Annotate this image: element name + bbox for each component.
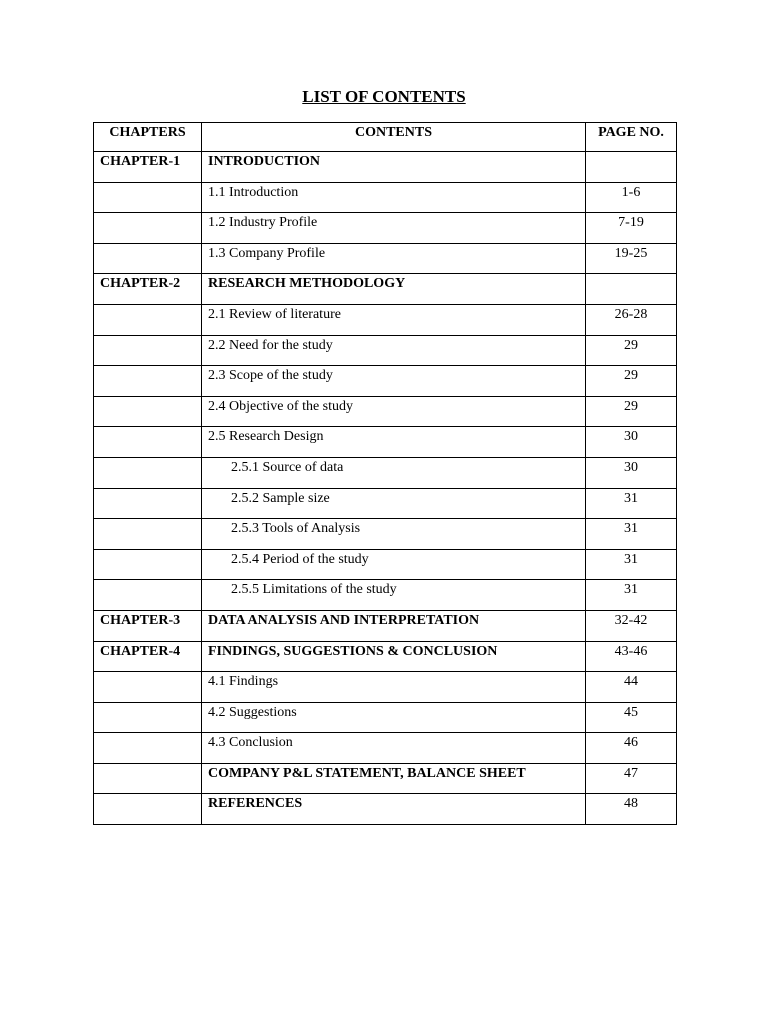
content-cell (202, 243, 586, 274)
chapter-label (100, 672, 195, 673)
content-cell (202, 580, 586, 611)
content-cell (202, 182, 586, 213)
chapter-cell (94, 488, 202, 519)
content-label: 4.3 Conclusion (208, 735, 293, 751)
chapter-cell (94, 610, 202, 641)
chapter-cell (94, 335, 202, 366)
chapter-label (100, 489, 195, 490)
chapter-label (100, 458, 195, 459)
table-row (94, 610, 677, 641)
content-label: 2.5 Research Design (208, 429, 324, 445)
content-label: 4.2 Suggestions (208, 704, 297, 720)
content-cell (202, 366, 586, 397)
table-row (94, 641, 677, 672)
table-row (94, 366, 677, 397)
page-cell (586, 763, 677, 794)
chapter-cell (94, 366, 202, 397)
content-label: RESEARCH METHODOLOGY (208, 276, 406, 292)
content-label: 2.1 Review of literature (208, 306, 341, 322)
content-label: 2.2 Need for the study (208, 337, 333, 353)
content-cell (202, 335, 586, 366)
chapter-label (100, 183, 195, 184)
page-cell (586, 610, 677, 641)
content-label: 2.5.4 Period of the study (231, 551, 369, 567)
table-row (94, 488, 677, 519)
table-row (94, 182, 677, 213)
chapter-label (100, 580, 195, 581)
contents-table (93, 122, 677, 825)
page-label: 31 (624, 551, 638, 567)
page-cell (586, 152, 677, 183)
page-cell (586, 519, 677, 550)
header-chapters (94, 123, 202, 152)
content-label: 4.1 Findings (208, 674, 279, 690)
page-cell (586, 366, 677, 397)
page-label: 47 (624, 765, 638, 781)
content-cell (202, 794, 586, 825)
page-cell (586, 182, 677, 213)
table-row (94, 672, 677, 703)
chapter-cell (94, 519, 202, 550)
header-contents-label: CONTENTS (354, 125, 433, 140)
content-label: 2.4 Objective of the study (208, 398, 354, 414)
chapter-cell (94, 733, 202, 764)
table-row (94, 794, 677, 825)
table-row (94, 702, 677, 733)
content-label: INTRODUCTION (208, 154, 321, 169)
chapter-label (100, 550, 195, 551)
chapter-cell (94, 702, 202, 733)
chapter-label (100, 305, 195, 306)
content-label: 1.1 Introduction (208, 184, 299, 200)
table-row (94, 274, 677, 305)
page-title: LIST OF CONTENTS (302, 87, 466, 106)
page-cell (586, 702, 677, 733)
page-cell (586, 488, 677, 519)
content-label: COMPANY P&L STATEMENT, BALANCE SHEET (208, 765, 526, 781)
page-label: 29 (624, 337, 638, 353)
chapter-label (100, 733, 195, 734)
chapter-label: CHAPTER-1 (100, 154, 181, 169)
chapter-cell (94, 243, 202, 274)
table-row (94, 763, 677, 794)
content-label: 2.5.5 Limitations of the study (231, 582, 397, 598)
page-label: 26-28 (614, 306, 648, 322)
table-row (94, 213, 677, 244)
page-label: 30 (624, 459, 638, 475)
content-label: 2.3 Scope of the study (208, 368, 333, 384)
chapter-cell (94, 152, 202, 183)
table-row (94, 580, 677, 611)
page-label: 48 (624, 796, 638, 812)
page-label: 43-46 (614, 643, 648, 659)
chapter-cell (94, 304, 202, 335)
chapter-cell (94, 641, 202, 672)
page-cell (586, 243, 677, 274)
content-cell (202, 396, 586, 427)
content-cell (202, 672, 586, 703)
content-label: REFERENCES (208, 796, 303, 812)
content-label: 2.5.2 Sample size (231, 490, 330, 506)
chapter-label (100, 397, 195, 398)
header-page-label: PAGE NO. (598, 125, 664, 140)
chapter-cell (94, 672, 202, 703)
chapter-cell (94, 182, 202, 213)
page-cell (586, 641, 677, 672)
table-row (94, 733, 677, 764)
table-row (94, 335, 677, 366)
page-cell (586, 427, 677, 458)
content-cell (202, 519, 586, 550)
content-cell (202, 213, 586, 244)
chapter-cell (94, 763, 202, 794)
chapter-cell (94, 274, 202, 305)
page-label: 29 (624, 368, 638, 384)
content-label: 2.5.1 Source of data (231, 459, 344, 475)
chapter-label (100, 336, 195, 337)
chapter-cell (94, 213, 202, 244)
content-cell (202, 763, 586, 794)
table-row (94, 304, 677, 335)
chapter-cell (94, 580, 202, 611)
chapter-label (100, 427, 195, 428)
page-cell (586, 549, 677, 580)
table-row (94, 152, 677, 183)
page-label: 1-6 (621, 184, 641, 200)
page-cell (586, 794, 677, 825)
content-cell (202, 427, 586, 458)
content-cell (202, 152, 586, 183)
page-label: 7-19 (618, 215, 644, 231)
content-cell (202, 304, 586, 335)
table-row (94, 519, 677, 550)
page-label: 29 (624, 398, 638, 414)
chapter-label: CHAPTER-3 (100, 612, 181, 628)
table-row (94, 396, 677, 427)
content-label: FINDINGS, SUGGESTIONS & CONCLUSION (208, 643, 498, 659)
table-row (94, 549, 677, 580)
page-cell (586, 396, 677, 427)
content-cell (202, 549, 586, 580)
chapter-label (100, 213, 195, 214)
table-row (94, 243, 677, 274)
chapter-label (100, 366, 195, 367)
chapter-label: CHAPTER-2 (100, 276, 181, 292)
chapter-label: CHAPTER-4 (100, 643, 181, 659)
content-cell (202, 733, 586, 764)
page-cell (586, 213, 677, 244)
page-label: 31 (624, 582, 638, 598)
header-chapters-label: CHAPTERS (109, 125, 186, 140)
page-cell (586, 672, 677, 703)
page-label: 31 (624, 521, 638, 537)
page-label: 45 (624, 704, 638, 720)
page-label: 46 (624, 735, 638, 751)
content-cell (202, 488, 586, 519)
content-cell (202, 641, 586, 672)
page-cell (586, 580, 677, 611)
chapter-cell (94, 794, 202, 825)
chapter-label (100, 703, 195, 704)
content-label: 1.2 Industry Profile (208, 215, 318, 231)
content-cell (202, 702, 586, 733)
content-cell (202, 610, 586, 641)
table-row (94, 457, 677, 488)
page-label: 31 (624, 490, 638, 506)
content-label: DATA ANALYSIS AND INTERPRETATION (208, 612, 480, 628)
chapter-cell (94, 427, 202, 458)
page-cell (586, 733, 677, 764)
page-cell (586, 335, 677, 366)
page-label (592, 152, 670, 153)
chapter-label (100, 794, 195, 795)
content-label: 2.5.3 Tools of Analysis (231, 521, 361, 537)
page-label: 32-42 (614, 612, 648, 628)
chapter-label (100, 764, 195, 765)
chapter-cell (94, 549, 202, 580)
table-header-row (94, 123, 677, 152)
header-page-no (586, 123, 677, 152)
page-label: 44 (624, 674, 638, 690)
content-label: 1.3 Company Profile (208, 245, 326, 261)
chapter-cell (94, 396, 202, 427)
header-contents (202, 123, 586, 152)
chapter-cell (94, 457, 202, 488)
page-label: 19-25 (614, 245, 648, 261)
page-cell (586, 457, 677, 488)
chapter-label (100, 519, 195, 520)
page-label (592, 274, 670, 275)
content-cell (202, 457, 586, 488)
table-row (94, 427, 677, 458)
page-label: 30 (624, 429, 638, 445)
content-cell (202, 274, 586, 305)
page-cell (586, 304, 677, 335)
chapter-label (100, 244, 195, 245)
page-cell (586, 274, 677, 305)
